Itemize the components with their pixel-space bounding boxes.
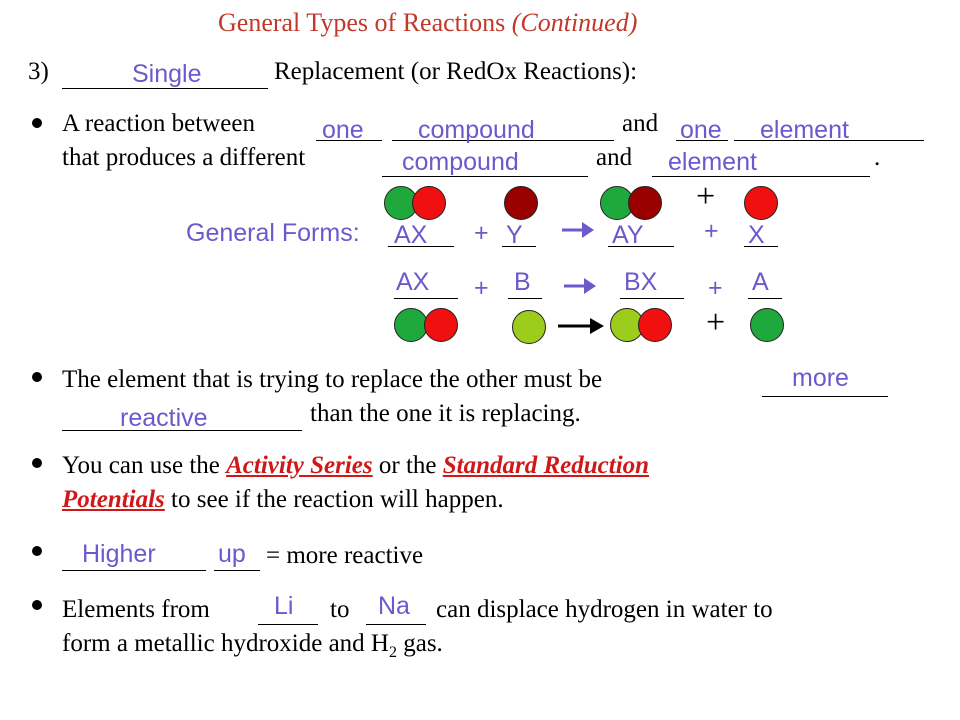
r2-product-1: BX — [624, 268, 658, 296]
b5-line-2 — [366, 624, 426, 625]
b2-line-1 — [762, 396, 888, 397]
b3-line-1 — [62, 452, 649, 480]
r2-arrow-icon — [562, 274, 598, 303]
b1-period: . — [874, 144, 881, 171]
b5-text-b: can displace hydrogen in water to — [436, 596, 773, 623]
heading-rest: Replacement (or RedOx Reactions): — [274, 58, 638, 85]
bullet-5 — [32, 600, 42, 610]
bullet-3 — [32, 458, 42, 468]
b1-text-b: that produces a different — [62, 144, 306, 171]
atom-dark-red — [504, 186, 538, 220]
r1-reactant-1: AX — [394, 221, 428, 249]
r2-line-r1 — [394, 298, 458, 299]
b5-text-a: Elements from — [62, 596, 210, 623]
b5-blank-li: Li — [274, 592, 294, 620]
bullet-2 — [32, 372, 42, 382]
b4-text: = more reactive — [266, 542, 424, 569]
b5-subscript: 2 — [388, 644, 397, 661]
heading-number: 3) — [28, 58, 49, 85]
b4-line-2 — [214, 570, 260, 571]
b1-blank-one-2: one — [680, 116, 722, 144]
b3-line-2 — [62, 486, 504, 514]
b1-blank-element-1: element — [760, 116, 849, 144]
reaction-arrow-icon — [556, 314, 606, 343]
title-main: General Types of Reactions — [218, 8, 512, 37]
b5-text-d: gas. — [396, 630, 443, 657]
b1-blank-element-2: element — [668, 148, 757, 176]
activity-series-link[interactable]: Activity Series — [226, 452, 373, 479]
title-paren: (Continued) — [511, 8, 638, 37]
bullet-4 — [32, 546, 42, 556]
r1-arrow-icon — [560, 218, 596, 247]
atom-green — [394, 308, 428, 342]
potentials-link[interactable]: Potentials — [62, 486, 165, 513]
standard-reduction-link[interactable]: Standard Reduction — [442, 452, 650, 479]
heading-blank-single: Single — [132, 60, 202, 88]
r1-plus-1: + — [474, 219, 489, 247]
b2-blank-more: more — [792, 364, 849, 392]
b5-text-c: form a metallic hydroxide and H — [62, 630, 389, 657]
atom-lime — [512, 310, 546, 344]
r2-line-p2 — [748, 298, 782, 299]
b3-text-a: You can use the — [62, 452, 220, 479]
b2-text-b: than the one it is replacing. — [310, 400, 581, 427]
b4-line-1 — [62, 570, 206, 571]
b5-line-1 — [258, 624, 318, 625]
r1-product-1: AY — [612, 221, 644, 249]
r1-plus-2: + — [704, 217, 719, 245]
r2-product-2: A — [752, 268, 769, 296]
slide-title — [218, 8, 637, 38]
r2-line-p1 — [620, 298, 684, 299]
b3-text-or: or the — [378, 452, 437, 479]
atom-dark-red — [628, 186, 662, 220]
b4-blank-higher: Higher — [82, 540, 156, 568]
b1-text-a: A reaction between — [62, 110, 255, 137]
b2-blank-reactive: reactive — [120, 404, 208, 432]
b1-text-and-2: and — [596, 144, 633, 171]
b3-text-b: to see if the reaction will happen. — [171, 486, 504, 513]
bullet-1 — [32, 118, 42, 128]
atom-red — [412, 186, 446, 220]
b1-blank-compound-2: compound — [402, 148, 519, 176]
b4-blank-up: up — [218, 540, 246, 568]
b5-blank-na: Na — [378, 592, 410, 620]
atom-red — [638, 308, 672, 342]
big-plus: + — [696, 178, 716, 215]
r1-product-2: X — [748, 221, 765, 249]
atom-red — [744, 186, 778, 220]
general-forms-label: General Forms: — [186, 219, 360, 247]
b1-blank-compound-1: compound — [418, 116, 535, 144]
r2-line-r2 — [508, 298, 542, 299]
b5-line-2-text — [62, 630, 443, 662]
b1-blank-one-1: one — [322, 116, 364, 144]
b2-text-a: The element that is trying to replace the other must be — [62, 366, 603, 393]
atom-green — [750, 308, 784, 342]
b1-text-and-1: and — [622, 110, 659, 137]
r2-reactant-1: AX — [396, 268, 430, 296]
big-plus: + — [706, 304, 726, 341]
r1-reactant-2: Y — [506, 221, 523, 249]
atom-red — [424, 308, 458, 342]
r2-reactant-2: B — [514, 268, 531, 296]
b5-text-to: to — [330, 596, 350, 623]
r2-plus-2: + — [708, 274, 723, 302]
r2-plus-1: + — [474, 274, 489, 302]
